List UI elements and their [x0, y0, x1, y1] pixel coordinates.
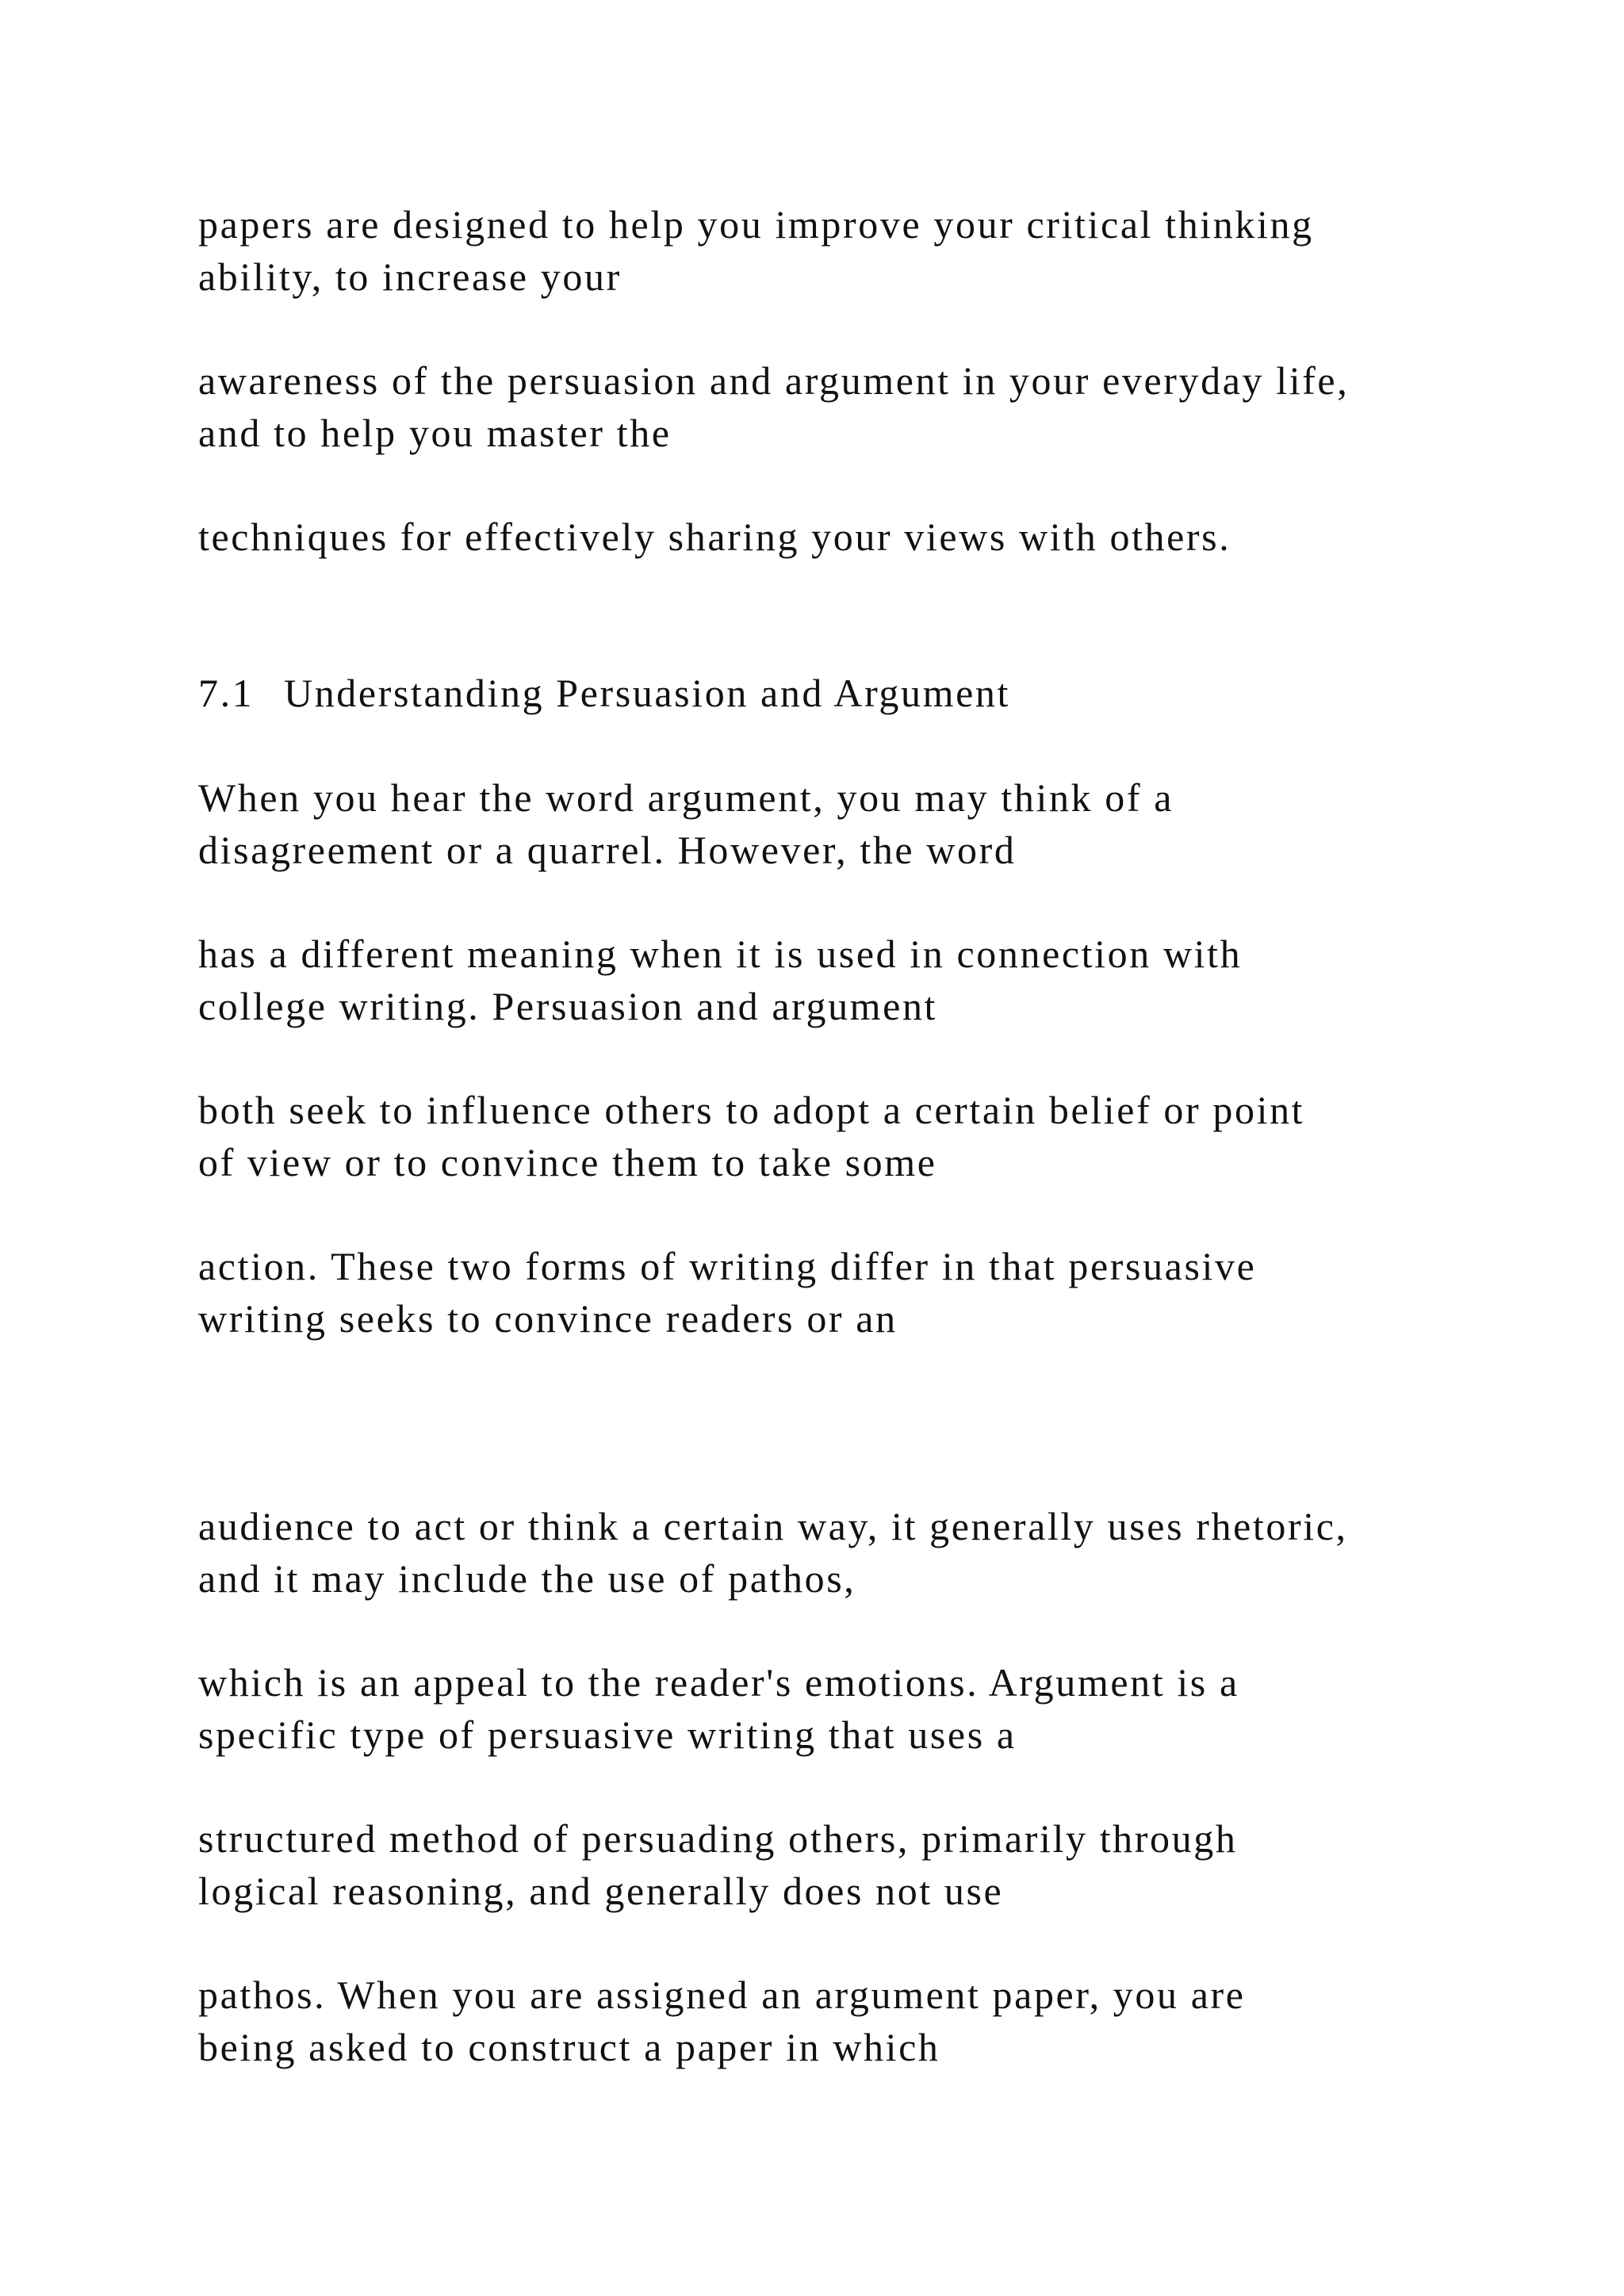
text-line: pathos. When you are assigned an argument paper, you are — [198, 1973, 1246, 2017]
text-line: action. These two forms of writing differ in that persuasive — [198, 1244, 1257, 1288]
text-line: papers are designed to help you improve your critical thinking — [198, 202, 1314, 247]
paragraph — [198, 771, 1546, 876]
paragraph — [198, 198, 1546, 303]
text-line: awareness of the persuasion and argument in your everyday life, — [198, 358, 1350, 403]
paragraph — [198, 1812, 1546, 1917]
text-line: being asked to construct a paper in which — [198, 2025, 940, 2069]
text-line: college writing. Persuasion and argument — [198, 984, 938, 1028]
paragraph — [198, 1084, 1546, 1188]
text-line: of view or to convince them to take some — [198, 1140, 937, 1184]
section-heading — [198, 667, 1546, 719]
text-line: which is an appeal to the reader's emotions. Argument is a — [198, 1660, 1239, 1705]
section-title: Understanding Persuasion and Argument — [284, 671, 1010, 715]
text-line: logical reasoning, and generally does not use — [198, 1869, 1004, 1913]
paragraph — [198, 928, 1546, 1032]
text-line: techniques for effectively sharing your views with others. — [198, 515, 1231, 559]
text-line: has a different meaning when it is used in connection with — [198, 932, 1243, 976]
text-line: and to help you master the — [198, 411, 672, 455]
text-line: both seek to influence others to adopt a certain belief or point — [198, 1088, 1305, 1132]
text-line: ability, to increase your — [198, 254, 622, 299]
text-line: audience to act or think a certain way, it generally uses rhetoric, — [198, 1504, 1348, 1548]
paragraph — [198, 1500, 1546, 1605]
text-line: disagreement or a quarrel. However, the word — [198, 828, 1017, 872]
paragraph — [198, 1240, 1546, 1345]
paragraph — [198, 1656, 1546, 1761]
paragraph — [198, 511, 1546, 563]
text-line: and it may include the use of pathos, — [198, 1556, 856, 1601]
paragraph — [198, 354, 1546, 459]
text-line: specific type of persuasive writing that uses a — [198, 1712, 1017, 1757]
text-line: structured method of persuading others, primarily through — [198, 1816, 1238, 1861]
paragraph — [198, 1969, 1546, 2073]
text-line: writing seeks to convince readers or an — [198, 1296, 898, 1341]
text-line: When you hear the word argument, you may think of a — [198, 775, 1174, 820]
section-number: 7.1 — [198, 671, 255, 715]
